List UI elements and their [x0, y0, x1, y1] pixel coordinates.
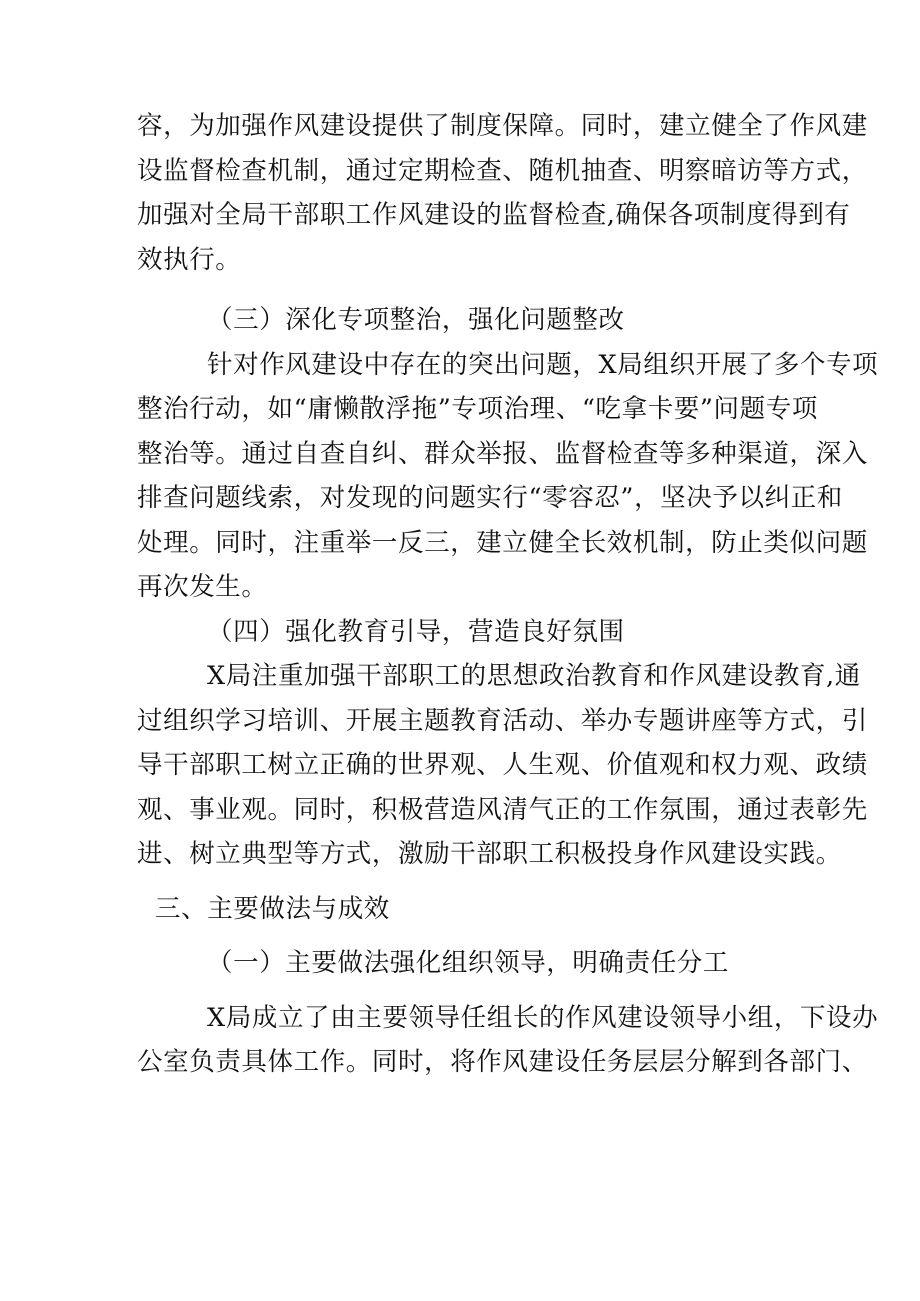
section-heading-1	[137, 941, 789, 986]
text-line: 针对作风建设中存在的突出问题，X局组织开展了多个专项	[207, 349, 879, 380]
heading-text: （一）主要做法强化组织领导，明确责任分工	[207, 948, 730, 978]
text-line: 观、事业观。同时，积极营造风清气正的工作氛围，通过表彰先	[137, 794, 868, 825]
text-line: X局成立了由主要领导任组长的作风建设领导小组，下设办	[207, 1002, 879, 1033]
heading-text: 三、主要做法与成效	[155, 893, 390, 924]
section-heading-3	[137, 298, 789, 343]
text-line: 设监督检查机制，通过定期检查、随机抽查、明察暗访等方式，	[137, 155, 868, 186]
text-line: 整治行动，如“庸懒散浮拖”专项治理、“吃拿卡要”问题专项	[137, 394, 818, 424]
document-page	[137, 104, 879, 1085]
section-heading-4	[137, 610, 789, 655]
text-line: 效执行。	[137, 244, 242, 275]
text-line: X局注重加强干部职工的思想政治教育和作风建设教育,通	[207, 661, 861, 691]
text-line: 加强对全局干部职工作风建设的监督检查,确保各项制度得到有	[137, 200, 851, 230]
text-line: 公室负责具体工作。同时，将作风建设任务层层分解到各部门、	[137, 1047, 868, 1077]
text-line: 整治等。通过自查自纠、群众举报、监督检查等多种渠道，深入	[137, 438, 868, 469]
text-line: 过组织学习培训、开展主题教育活动、举办专题讲座等方式，引	[137, 705, 868, 736]
heading-text: （三）深化专项整治，强化问题整改	[207, 305, 625, 335]
text-line: 排查问题线索，对发现的问题实行“零容忍”，坚决予以纠正和	[137, 483, 843, 513]
body-paragraph	[137, 996, 879, 1085]
body-paragraph	[137, 104, 868, 282]
text-line: 导干部职工树立正确的世界观、人生观、价值观和权力观、政绩	[137, 750, 868, 780]
text-line: 容，为加强作风建设提供了制度保障。同时，建立健全了作风建	[137, 111, 868, 141]
heading-text: （四）强化教育引导，营造良好氛围	[207, 616, 625, 647]
text-line: 进、树立典型等方式，激励干部职工积极投身作风建设实践。	[137, 839, 842, 869]
text-line: 再次发生。	[137, 572, 268, 602]
chapter-heading	[137, 887, 789, 932]
text-line: 处理。同时，注重举一反三，建立健全长效机制，防止类似问题	[137, 527, 868, 558]
body-paragraph	[137, 343, 879, 610]
body-paragraph	[137, 654, 868, 877]
